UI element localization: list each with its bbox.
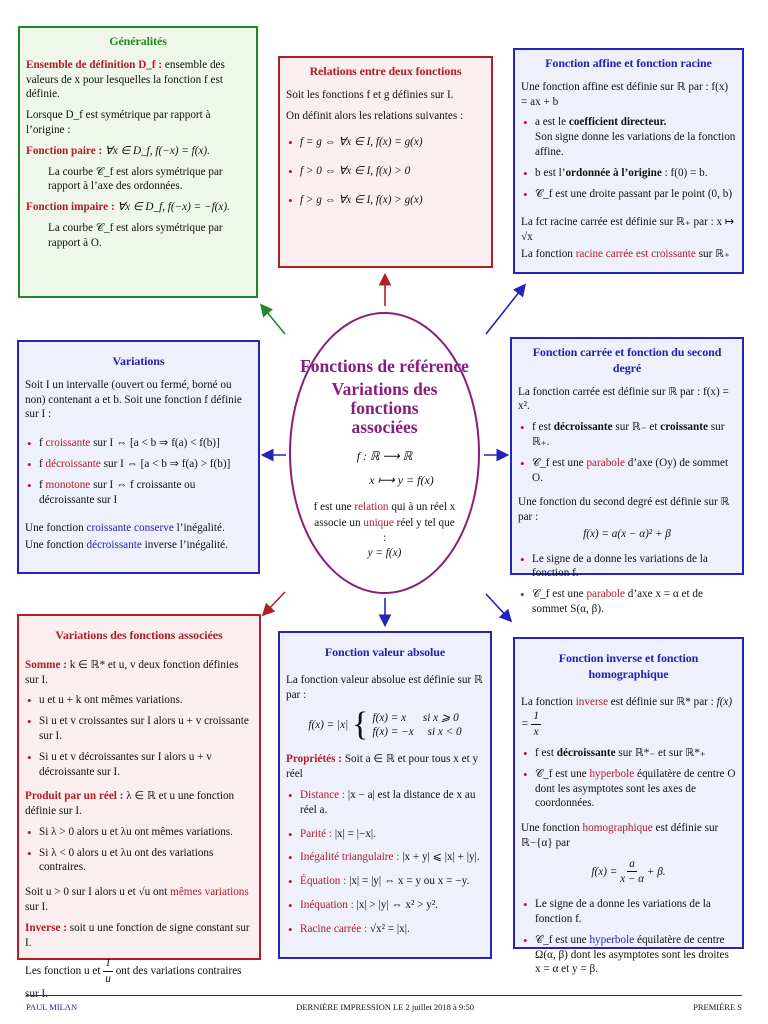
line1-kw: croissante conserve bbox=[86, 522, 174, 535]
desc-mid: qui à un réel x associe un bbox=[314, 501, 456, 529]
somme-label: Somme : bbox=[25, 658, 67, 671]
racine-assoc-pre: Soit u > 0 sur I alors u et √u ont bbox=[25, 886, 168, 899]
desc-pre: f est une bbox=[313, 501, 352, 514]
somme-text: k ∈ ℝ* et u, v deux fonction définies sur I. bbox=[25, 658, 239, 686]
var-kw: monotone bbox=[45, 478, 91, 491]
inverse-assoc-label: Inverse : bbox=[25, 921, 67, 934]
footer-level: PREMIÈRE S bbox=[693, 1002, 742, 1012]
homo-eq-pre: f(x) = bbox=[591, 865, 618, 878]
center-description bbox=[291, 500, 478, 560]
variations-title: Variations bbox=[112, 354, 165, 368]
prop-text: |x| = |y| ⇔ x = y ou x = −y. bbox=[349, 875, 470, 888]
homo-kw: homographique bbox=[582, 822, 653, 835]
impaire-text: La courbe 𝒞_f est alors symétrique par rapport à O. bbox=[48, 221, 223, 249]
carree-list2 bbox=[518, 552, 736, 617]
racine-post: sur ℝ₊ bbox=[698, 247, 730, 260]
produit-list bbox=[25, 825, 253, 875]
inverse-list2 bbox=[521, 897, 736, 977]
associees-title: Variations des fonctions associées bbox=[55, 628, 223, 642]
c2-post: d’axe (Oy) de sommet O. bbox=[532, 456, 729, 484]
i2-kw: hyperbole bbox=[589, 767, 635, 780]
desc-post: réel y tel que : bbox=[382, 516, 455, 544]
absolue-cases bbox=[372, 711, 461, 741]
inv-intro-eq: f(x) = bbox=[521, 695, 733, 731]
a-over-x-minus-alpha bbox=[620, 857, 644, 888]
inverse-assoc-line bbox=[25, 921, 253, 951]
desc-eq: y = f(x) bbox=[367, 546, 402, 559]
var-pre: f bbox=[39, 457, 43, 470]
affine-item-a bbox=[521, 115, 736, 159]
inv-intro-post: est définie sur ℝ* par : bbox=[610, 695, 714, 708]
racine-line1: La fct racine carrée est définie sur ℝ₊ par : x ↦ √x bbox=[521, 216, 735, 244]
relations-list bbox=[286, 135, 485, 207]
frac-num: 1 bbox=[103, 956, 113, 972]
i1-kw: décroissante bbox=[556, 747, 616, 759]
homo-num: a bbox=[627, 857, 637, 873]
prop-item bbox=[286, 788, 484, 818]
c2-pre: 𝒞_f est une bbox=[532, 456, 584, 469]
affine-item-cf: • 𝒞_f est une droite passant par le point (0, b) bbox=[521, 187, 736, 202]
def-paragraph bbox=[26, 58, 250, 102]
racine-line2 bbox=[521, 247, 736, 262]
var-pre: f bbox=[39, 478, 43, 491]
variation-item bbox=[25, 457, 252, 472]
carree-item1 bbox=[518, 420, 736, 450]
inv-final-post: ont des variations contraires sur I. bbox=[25, 965, 242, 1000]
prop-kw: Parité : bbox=[300, 827, 333, 840]
variations-box bbox=[17, 340, 260, 574]
relation-item: • f = g ⇔ ∀x ∈ I, f(x) = g(x) bbox=[286, 135, 485, 150]
homo-den: x − α bbox=[620, 873, 645, 886]
left-brace-icon: { bbox=[352, 706, 369, 744]
inverse-box bbox=[513, 637, 744, 976]
impaire-label: Fonction impaire : bbox=[26, 201, 115, 214]
homo-formula bbox=[521, 857, 736, 888]
var-kw: décroissante bbox=[45, 457, 101, 470]
affine-a-kw: coefficient directeur. bbox=[568, 116, 667, 129]
frac-den: u bbox=[105, 973, 111, 986]
variations-intro: Soit I un intervalle (ouvert ou fermé, borné ou non) contenant a et b. Soit une fonction f définie sur I : bbox=[25, 378, 242, 421]
absolue-props-line bbox=[286, 752, 484, 782]
center-title: Fonctions de référence bbox=[300, 356, 469, 376]
line2-kw: décroissante bbox=[86, 539, 142, 552]
carree-item2 bbox=[518, 456, 736, 486]
affine-b-post: : f(0) = b. bbox=[664, 166, 708, 179]
homo-eq-post: + β. bbox=[646, 865, 666, 878]
relations-intro1: Soit les fonctions f et g définies sur I. bbox=[286, 88, 454, 101]
i2-pre: 𝒞_f est une bbox=[535, 767, 587, 780]
center-formula2: x ⟼ y = f(x) bbox=[369, 472, 434, 487]
racine-assoc-kw: mêmes variations bbox=[170, 886, 249, 899]
var-post: sur I ⇔ f croissante ou décroissante sur I bbox=[39, 478, 196, 506]
page-footer bbox=[26, 995, 742, 1013]
inverse-assoc-text: soit u une fonction de signe constant sur I. bbox=[25, 921, 250, 949]
carree-box bbox=[510, 337, 744, 616]
affine-b-kw: ordonnée à l’origine bbox=[565, 166, 662, 179]
i4-kw: hyperbole bbox=[589, 933, 635, 946]
inverse-item2 bbox=[521, 767, 736, 811]
paire-label: Fonction paire : bbox=[26, 144, 103, 157]
c1-post: sur ℝ₊. bbox=[532, 421, 725, 448]
affine-title: Fonction affine et fonction racine bbox=[545, 56, 712, 70]
desc-kw2: unique bbox=[363, 516, 394, 529]
center-circle bbox=[289, 312, 480, 594]
def-label: Ensemble de définition D_f : bbox=[26, 58, 163, 71]
variations-line1 bbox=[25, 521, 252, 536]
c1-pre: f est bbox=[532, 421, 551, 434]
carree-list1 bbox=[518, 420, 736, 485]
var-post: sur I ⇔ [a < b ⇒ f(a) > f(b)] bbox=[103, 457, 231, 470]
inv-num: 1 bbox=[531, 709, 541, 725]
prop-item bbox=[286, 922, 484, 937]
line2-post: inverse l’inégalité. bbox=[144, 539, 228, 552]
absolue-box bbox=[278, 631, 492, 959]
c1-mid: sur ℝ₋ et bbox=[615, 421, 658, 434]
somme-list bbox=[25, 693, 253, 779]
generalites-box bbox=[18, 26, 258, 298]
prop-kw: Racine carrée : bbox=[300, 922, 368, 935]
produit-label: Produit par un réel : bbox=[25, 790, 124, 803]
homo-line bbox=[521, 821, 736, 851]
racine-assoc-post: sur I. bbox=[25, 900, 48, 913]
prop-item bbox=[286, 874, 484, 889]
variations-list bbox=[25, 436, 252, 507]
i1-post: sur ℝ*₋ et sur ℝ*₊ bbox=[618, 747, 706, 759]
inverse-list1 bbox=[521, 746, 736, 811]
line2-pre: Une fonction bbox=[25, 539, 84, 552]
carree-item3: • Le signe de a donne les variations de la fonction f. bbox=[518, 552, 736, 582]
line1-post: l’inégalité. bbox=[176, 522, 225, 535]
prop-text: |x| = |−x|. bbox=[334, 827, 376, 840]
generalites-title: Généralités bbox=[109, 34, 167, 48]
homo-post: est définie sur ℝ−{α} par bbox=[521, 822, 719, 849]
homo-pre: Une fonction bbox=[521, 822, 580, 835]
impaire-line bbox=[26, 200, 250, 215]
footer-print-date: DERNIÈRE IMPRESSION LE 2 juillet 2018 à 9:50 bbox=[296, 1002, 474, 1012]
center-formula1: f : ℝ ⟶ ℝ bbox=[356, 448, 413, 463]
c2-kw: parabole bbox=[586, 456, 625, 469]
prop-kw: Équation : bbox=[300, 875, 347, 888]
inv-den: x bbox=[533, 726, 539, 739]
paire-formula: ∀x ∈ D_f, f(−x) = f(x). bbox=[105, 144, 210, 157]
carree-second: Une fonction du second degré est définie sur ℝ par : bbox=[518, 496, 730, 524]
prop-item bbox=[286, 850, 484, 865]
prop-kw: Inéquation : bbox=[300, 898, 354, 911]
arrow-to-affine bbox=[486, 286, 524, 334]
var-post: sur I ⇔ [a < b ⇒ f(a) < f(b)] bbox=[93, 437, 220, 450]
prop-text: |x − a| est la distance de x au réel a. bbox=[300, 788, 476, 816]
produit-item: • Si λ > 0 alors u et λu ont mêmes variations. bbox=[25, 825, 253, 840]
carree-intro: La fonction carrée est définie sur ℝ par : f(x) = x². bbox=[518, 385, 729, 413]
arrow-to-associees bbox=[264, 592, 285, 614]
inverse-intro bbox=[521, 695, 736, 740]
paire-text: La courbe 𝒞_f est alors symétrique par rapport à l’axe des ordonnées. bbox=[48, 165, 223, 193]
props-text: Soit a ∈ ℝ et pour tous x et y réel bbox=[286, 753, 479, 781]
absolue-intro: La fonction valeur absolue est définie sur ℝ par : bbox=[286, 673, 483, 701]
one-over-x bbox=[531, 709, 541, 740]
desc-kw1: relation bbox=[354, 501, 389, 514]
inv-intro-kw: inverse bbox=[575, 695, 608, 708]
i4-post: équilatère de centre Ω(α, β) dont les asymptotes sont les droites x = α et y = β. bbox=[535, 933, 729, 976]
inverse-item4 bbox=[521, 933, 736, 977]
produit-text: λ ∈ ℝ et u une fonction définie sur I. bbox=[25, 790, 235, 818]
i4-pre: 𝒞_f est une bbox=[535, 933, 587, 946]
affine-a-pre: a est le bbox=[535, 116, 567, 129]
center-subtitle: Variations des fonctions associées bbox=[331, 379, 438, 437]
associees-box bbox=[17, 614, 261, 1000]
arrow-to-inverse bbox=[486, 594, 510, 620]
c1-kw2: croissante bbox=[660, 421, 708, 434]
var-kw: croissante bbox=[45, 437, 91, 450]
def-text: ensemble des valeurs de x pour lesquelles la fonction f est définie. bbox=[26, 58, 225, 101]
absolue-case2: f(x) = −x si x < 0 bbox=[372, 726, 462, 739]
paire-line bbox=[26, 144, 250, 159]
racine-pre: La fonction bbox=[521, 247, 573, 260]
relations-box bbox=[278, 56, 493, 268]
var-pre: f bbox=[39, 437, 43, 450]
produit-line bbox=[25, 789, 253, 819]
affine-list bbox=[521, 115, 736, 201]
absolue-case1: f(x) = x si x ⩾ 0 bbox=[372, 711, 459, 724]
relations-intro2: On définit alors les relations suivantes : bbox=[286, 109, 464, 122]
prop-text: |x| > |y| ⇔ x² > y². bbox=[356, 898, 438, 911]
inverse-item1 bbox=[521, 746, 736, 761]
c4-pre: 𝒞_f est une bbox=[532, 588, 584, 601]
inv-final-pre: Les fonction u et bbox=[25, 965, 101, 978]
somme-item: • u et u + k ont mêmes variations. bbox=[25, 693, 253, 708]
somme-item: • Si u et v décroissantes sur I alors u + v décroissante sur I. bbox=[25, 750, 253, 780]
somme-line bbox=[25, 658, 253, 688]
carree-item4 bbox=[518, 587, 736, 617]
prop-text: |x + y| ⩽ |x| + |y|. bbox=[402, 851, 480, 864]
relation-item: • f > g ⇔ ∀x ∈ I, f(x) > g(x) bbox=[286, 193, 485, 208]
somme-item: • Si u et v croissantes sur I alors u + v croissante sur I. bbox=[25, 714, 253, 744]
c1-kw1: décroissante bbox=[553, 421, 613, 434]
sym-text: Lorsque D_f est symétrique par rapport à l’origine : bbox=[26, 109, 211, 136]
affine-intro: Une fonction affine est définie sur ℝ par : f(x) = ax + b bbox=[521, 80, 729, 108]
racine-kw: racine carrée est croissante bbox=[575, 247, 696, 260]
variation-item bbox=[25, 478, 252, 508]
racine-assoc-line bbox=[25, 885, 253, 915]
inv-intro-pre: La fonction bbox=[521, 695, 573, 708]
inverse-title: Fonction inverse et fonction homographique bbox=[558, 651, 699, 681]
absolue-definition bbox=[286, 708, 484, 742]
footer-author: PAUL MILAN bbox=[26, 1002, 78, 1012]
affine-item-b bbox=[521, 166, 736, 181]
arrow-to-generalites bbox=[262, 306, 285, 334]
affine-box bbox=[513, 48, 744, 274]
affine-a-text: Son signe donne les variations de la fonction affine. bbox=[535, 131, 736, 158]
line1-pre: Une fonction bbox=[25, 522, 84, 535]
prop-kw: Distance : bbox=[300, 788, 346, 801]
inverse-item3: • Le signe de a donne les variations de la fonction f. bbox=[521, 897, 736, 927]
variations-line2 bbox=[25, 538, 252, 553]
i2-post: équilatère de centre O dont les asymptotes sont les axes de coordonnées. bbox=[535, 767, 736, 810]
variation-item bbox=[25, 436, 252, 451]
prop-kw: Inégalité triangulaire : bbox=[300, 851, 400, 864]
one-over-u bbox=[103, 956, 113, 987]
prop-item bbox=[286, 827, 484, 842]
carree-second-formula: f(x) = a(x − α)² + β bbox=[583, 527, 671, 540]
absolue-props-list bbox=[286, 788, 484, 936]
impaire-formula: ∀x ∈ D_f, f(−x) = −f(x). bbox=[117, 201, 230, 214]
props-label: Propriétés : bbox=[286, 753, 343, 766]
produit-item: • Si λ < 0 alors u et λu ont des variations contraires. bbox=[25, 846, 253, 876]
affine-b-pre: b est l’ bbox=[535, 166, 566, 179]
relations-title: Relations entre deux fonctions bbox=[309, 64, 462, 78]
absolue-title: Fonction valeur absolue bbox=[324, 645, 446, 659]
carree-title: Fonction carrée et fonction du second degré bbox=[532, 345, 722, 375]
prop-item bbox=[286, 898, 484, 913]
relation-item: • f > 0 ⇔ ∀x ∈ I, f(x) > 0 bbox=[286, 164, 485, 179]
c4-kw: parabole bbox=[586, 588, 625, 601]
absolue-lhs: f(x) = |x| bbox=[308, 719, 349, 731]
i1-pre: f est bbox=[535, 747, 554, 759]
prop-text: √x² = |x|. bbox=[369, 922, 410, 935]
c4-post: d’axe x = α et de sommet S(α, β). bbox=[532, 588, 703, 616]
